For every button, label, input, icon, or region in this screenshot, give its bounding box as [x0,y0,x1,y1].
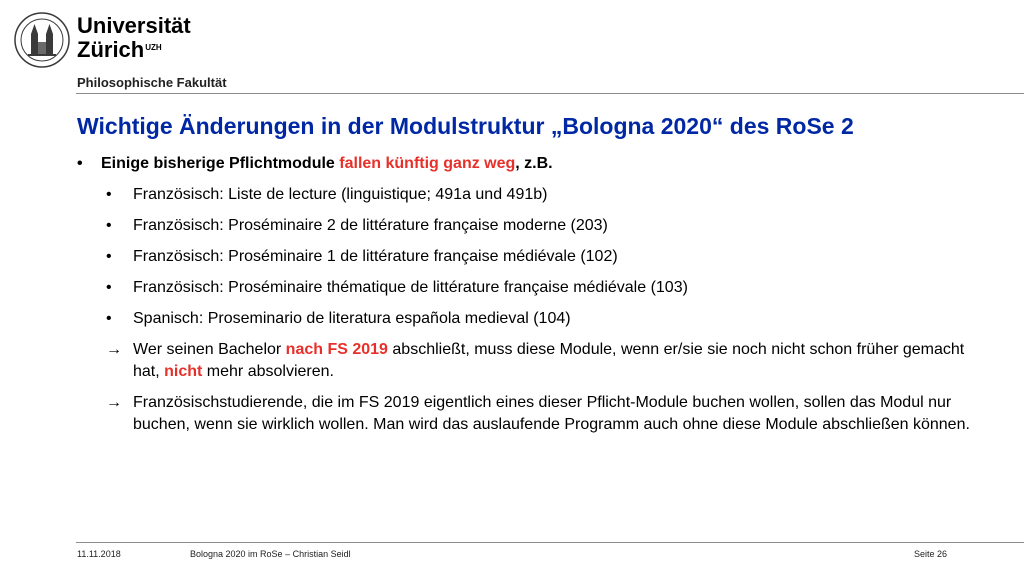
footer-center-text: Bologna 2020 im RoSe – Christian Seidl [190,549,351,559]
note-paragraph-1: → Wer seinen Bachelor nach FS 2019 abschließt, muss diese Module, wenn er/sie sie noch nicht schon früher gemacht hat, nicht mehr absolvieren. [106,341,965,380]
slide-body [77,153,977,445]
slide-title: Wichtige Änderungen in der Modulstruktur „Bologna 2020“ des RoSe 2 [77,113,854,139]
university-name [77,14,191,62]
uzh-superscript: UZH [145,43,162,52]
intro-bullet: • Einige bisherige Pflichtmodule fallen künftig ganz weg, z.B. [77,153,977,175]
bullet-icon: • [106,248,112,265]
highlight-text: nach FS 2019 [285,341,388,358]
list-item: • Spanisch: Proseminario de literatura española medieval (104) [77,308,977,330]
seal-icon [14,12,70,68]
footer-page-number: Seite 26 [913,549,947,559]
list-item: • Französisch: Proséminaire 2 de littérature française moderne (203) [77,215,977,237]
arrow-icon: → [106,341,122,358]
bullet-icon: • [77,155,83,172]
highlight-text: nicht [164,363,203,380]
arrow-icon: → [106,394,122,411]
list-item: • Französisch: Proséminaire 1 de littérature française médiévale (102) [77,246,977,268]
header-divider [76,93,1024,94]
faculty-name: Philosophische Fakultät [77,75,227,90]
footer-date: 11.11.2018 [77,549,121,559]
note-paragraph-2: → Französischstudierende, die im FS 2019 eigentlich eines dieser Pflicht-Module buchen wollen, sollen das Modul nur buchen, wenn sie wirklich wollen. Man wird das auslaufende Programm auch ohne diese Module abschließen können. [106,394,970,433]
footer-divider [76,542,1024,543]
university-name-line2: Zürich$^{UZH}$ [77,37,162,62]
university-seal-logo [14,12,70,68]
list-item: • Französisch: Proséminaire thématique de littérature française médiévale (103) [77,277,977,299]
bullet-icon: • [106,310,112,327]
list-item: • Französisch: Liste de lecture (linguistique; 491a und 491b) [77,184,977,206]
bullet-icon: • [106,217,112,234]
bullet-icon: • [106,279,112,296]
university-name-line1: Universität [77,13,191,38]
bullet-icon: • [106,186,112,203]
highlight-text: fallen künftig ganz weg [339,155,516,172]
